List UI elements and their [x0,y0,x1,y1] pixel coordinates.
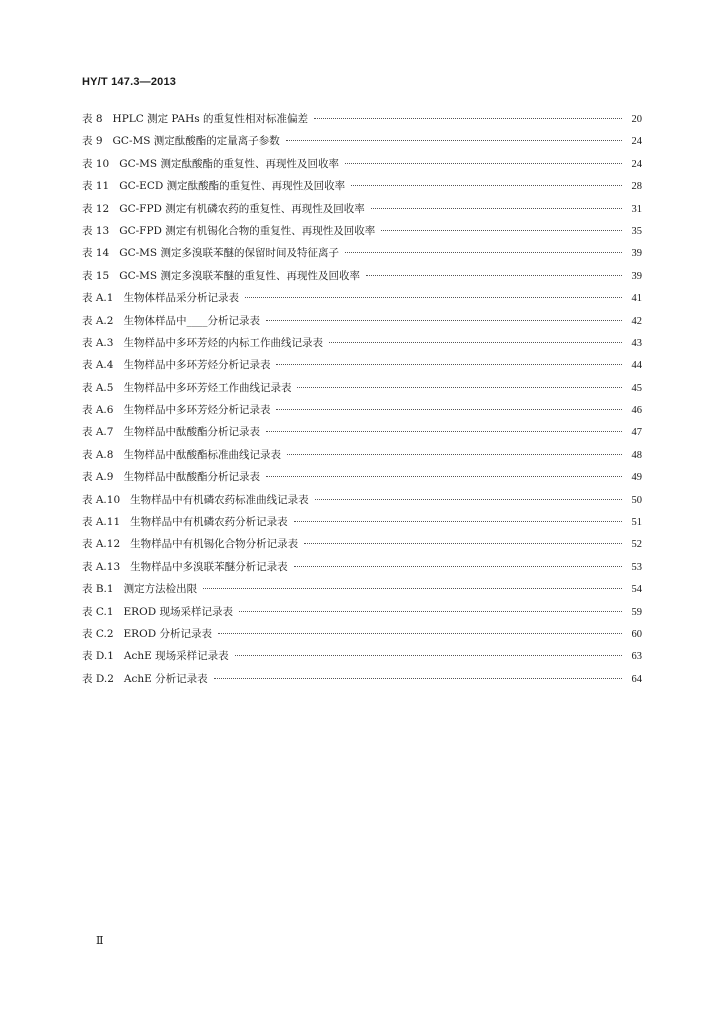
toc-entry-title: EROD 现场采样记录表 [123,605,233,618]
toc-entry-title: GC-FPD 测定有机磷农药的重复性、再现性及回收率 [119,202,365,215]
toc-entry-title: 生物样品中有机磷农药标准曲线记录表 [130,493,309,506]
toc-entry-title: AchE 分析记录表 [123,672,208,685]
toc-entry-label: 表 A.13 [82,560,121,573]
toc-entry[interactable] [82,220,642,242]
page-number-footer: Ⅱ [96,935,104,947]
toc-entry-page: 41 [631,293,642,305]
toc-entry-label: 表 13 [82,224,110,237]
toc-entry-title: GC-MS 测定多溴联苯醚的重复性、再现性及回收率 [119,269,360,282]
toc-entry-label: 表 10 [82,157,110,170]
toc-entry-page: 44 [631,360,642,372]
toc-entry-label: 表 A.8 [82,448,114,461]
toc-entry-title: 生物样品中酞酸酯分析记录表 [123,426,260,439]
toc-entry-label: 表 C.2 [82,627,114,640]
toc-entry-title: 生物样品中多环芳烃工作曲线记录表 [123,381,292,394]
toc-leader-dots [297,386,622,388]
toc-entry-page: 64 [631,673,642,685]
toc-entry-page: 51 [631,517,642,529]
toc-entry-title: 生物体样品中____分析记录表 [123,314,260,327]
toc-entry-label: 表 A.12 [82,538,121,551]
toc-leader-dots [345,251,622,253]
toc-leader-dots [203,587,622,589]
toc-entry[interactable] [82,668,642,690]
toc-entry-title: 生物样品中酞酸酯标准曲线记录表 [123,448,281,461]
toc-entry[interactable] [82,377,642,399]
toc-entry[interactable] [82,399,642,421]
toc-entry[interactable] [82,265,642,287]
toc-leader-dots [239,610,622,612]
toc-entry-label: 表 D.2 [82,672,114,685]
toc-entry[interactable] [82,511,642,533]
toc-entry[interactable] [82,444,642,466]
toc-entry-page: 42 [631,315,642,327]
toc-leader-dots [276,363,622,365]
toc-entry[interactable] [82,578,642,600]
toc-entry-page: 52 [631,539,642,551]
toc-entry[interactable] [82,421,642,443]
toc-entry-title: EROD 分析记录表 [123,627,212,640]
toc-entry-title: 测定方法检出限 [123,583,198,596]
toc-entry-label: 表 8 [82,113,103,125]
toc-entry-title: GC-MS 测定酞酸酯的重复性、再现性及回收率 [119,157,339,170]
toc-entry[interactable] [82,287,642,309]
toc-leader-dots [366,274,622,276]
toc-entry-page: 35 [631,225,642,237]
toc-entry-title: 生物样品中有机磷农药分析记录表 [130,516,288,529]
toc-entry-title: GC-FPD 测定有机锡化合物的重复性、再现性及回收率 [119,224,376,237]
toc-leader-dots [266,430,622,432]
toc-entry-page: 60 [631,628,642,640]
toc-entry-page: 46 [631,405,642,417]
toc-leader-dots [266,475,622,477]
toc-entry-page: 31 [631,203,642,215]
toc-entry-label: 表 A.4 [82,359,114,372]
table-of-contents [82,108,642,690]
toc-entry[interactable] [82,354,642,376]
toc-leader-dots [304,542,622,544]
toc-entry-title: HPLC 测定 PAHs 的重复性相对标准偏差 [112,113,309,125]
toc-entry[interactable] [82,623,642,645]
toc-entry-label: 表 A.11 [82,516,121,529]
toc-leader-dots [276,408,622,410]
toc-entry-title: 生物样品中多环芳烃的内标工作曲线记录表 [123,336,323,349]
document-code-header: HY/T 147.3—2013 [82,76,177,88]
toc-entry-page: 49 [631,472,642,484]
toc-leader-dots [315,498,622,500]
toc-entry-label: 表 9 [82,135,103,148]
toc-leader-dots [351,184,622,186]
toc-entry-label: 表 A.10 [82,493,121,506]
toc-entry-page: 53 [631,561,642,573]
toc-entry-label: 表 15 [82,269,110,282]
toc-entry-label: 表 A.2 [82,314,114,327]
toc-entry[interactable] [82,533,642,555]
toc-entry-page: 63 [631,651,642,663]
toc-leader-dots [314,117,622,119]
toc-entry-page: 54 [631,584,642,596]
toc-entry[interactable] [82,489,642,511]
toc-entry-page: 28 [631,181,642,193]
toc-entry-title: 生物样品中有机锡化合物分析记录表 [130,538,299,551]
toc-entry-page: 47 [631,427,642,439]
toc-entry-title: 生物样品中多环芳烃分析记录表 [123,359,271,372]
toc-entry-title: AchE 现场采样记录表 [123,650,229,663]
toc-entry-label: 表 A.1 [82,292,114,305]
toc-entry[interactable] [82,556,642,578]
toc-entry-title: 生物样品中多溴联苯醚分析记录表 [130,560,288,573]
toc-entry[interactable] [82,130,642,152]
toc-entry-page: 48 [631,449,642,461]
toc-leader-dots [294,565,622,567]
toc-entry-page: 24 [631,158,642,170]
toc-leader-dots [329,341,622,343]
toc-leader-dots [294,520,622,522]
toc-entry-page: 20 [631,114,642,125]
toc-entry-label: 表 A.3 [82,336,114,349]
toc-leader-dots [218,632,622,634]
toc-entry[interactable] [82,108,642,130]
toc-entry-page: 39 [631,248,642,260]
toc-leader-dots [235,654,622,656]
toc-entry-title: 生物样品中多环芳烃分析记录表 [123,404,271,417]
toc-entry-page: 24 [631,136,642,148]
toc-entry[interactable] [82,601,642,623]
toc-entry-label: 表 C.1 [82,605,114,618]
toc-entry-page: 45 [631,382,642,394]
toc-entry-title: GC-MS 测定多溴联苯醚的保留时间及特征离子 [119,247,339,260]
toc-entry-label: 表 A.6 [82,404,114,417]
toc-entry-label: 表 A.9 [82,471,114,484]
toc-leader-dots [245,296,622,298]
toc-leader-dots [286,139,622,141]
toc-entry-label: 表 B.1 [82,583,114,596]
toc-entry-label: 表 A.5 [82,381,114,394]
toc-entry[interactable] [82,198,642,220]
toc-entry-title: GC-MS 测定酞酸酯的定量离子参数 [112,135,280,148]
toc-leader-dots [371,207,622,209]
toc-entry-page: 59 [631,606,642,618]
toc-entry[interactable] [82,645,642,667]
toc-entry[interactable] [82,332,642,354]
toc-entry-page: 39 [631,270,642,282]
toc-entry-title: 生物样品中酞酸酯分析记录表 [123,471,260,484]
toc-entry-label: 表 A.7 [82,426,114,439]
toc-entry[interactable] [82,175,642,197]
toc-entry[interactable] [82,153,642,175]
toc-leader-dots [266,319,622,321]
toc-entry[interactable] [82,466,642,488]
toc-leader-dots [381,229,622,231]
toc-leader-dots [214,677,622,679]
toc-leader-dots [345,162,622,164]
toc-entry-title: GC-ECD 测定酞酸酯的重复性、再现性及回收率 [119,180,346,193]
toc-entry-label: 表 11 [82,180,110,193]
toc-entry-page: 50 [631,494,642,506]
toc-entry[interactable] [82,242,642,264]
toc-leader-dots [287,453,622,455]
toc-entry-title: 生物体样品采分析记录表 [123,292,239,305]
toc-entry-label: 表 14 [82,247,110,260]
toc-entry-label: 表 12 [82,202,110,215]
toc-entry[interactable] [82,310,642,332]
toc-entry-page: 43 [631,337,642,349]
toc-entry-label: 表 D.1 [82,650,114,663]
